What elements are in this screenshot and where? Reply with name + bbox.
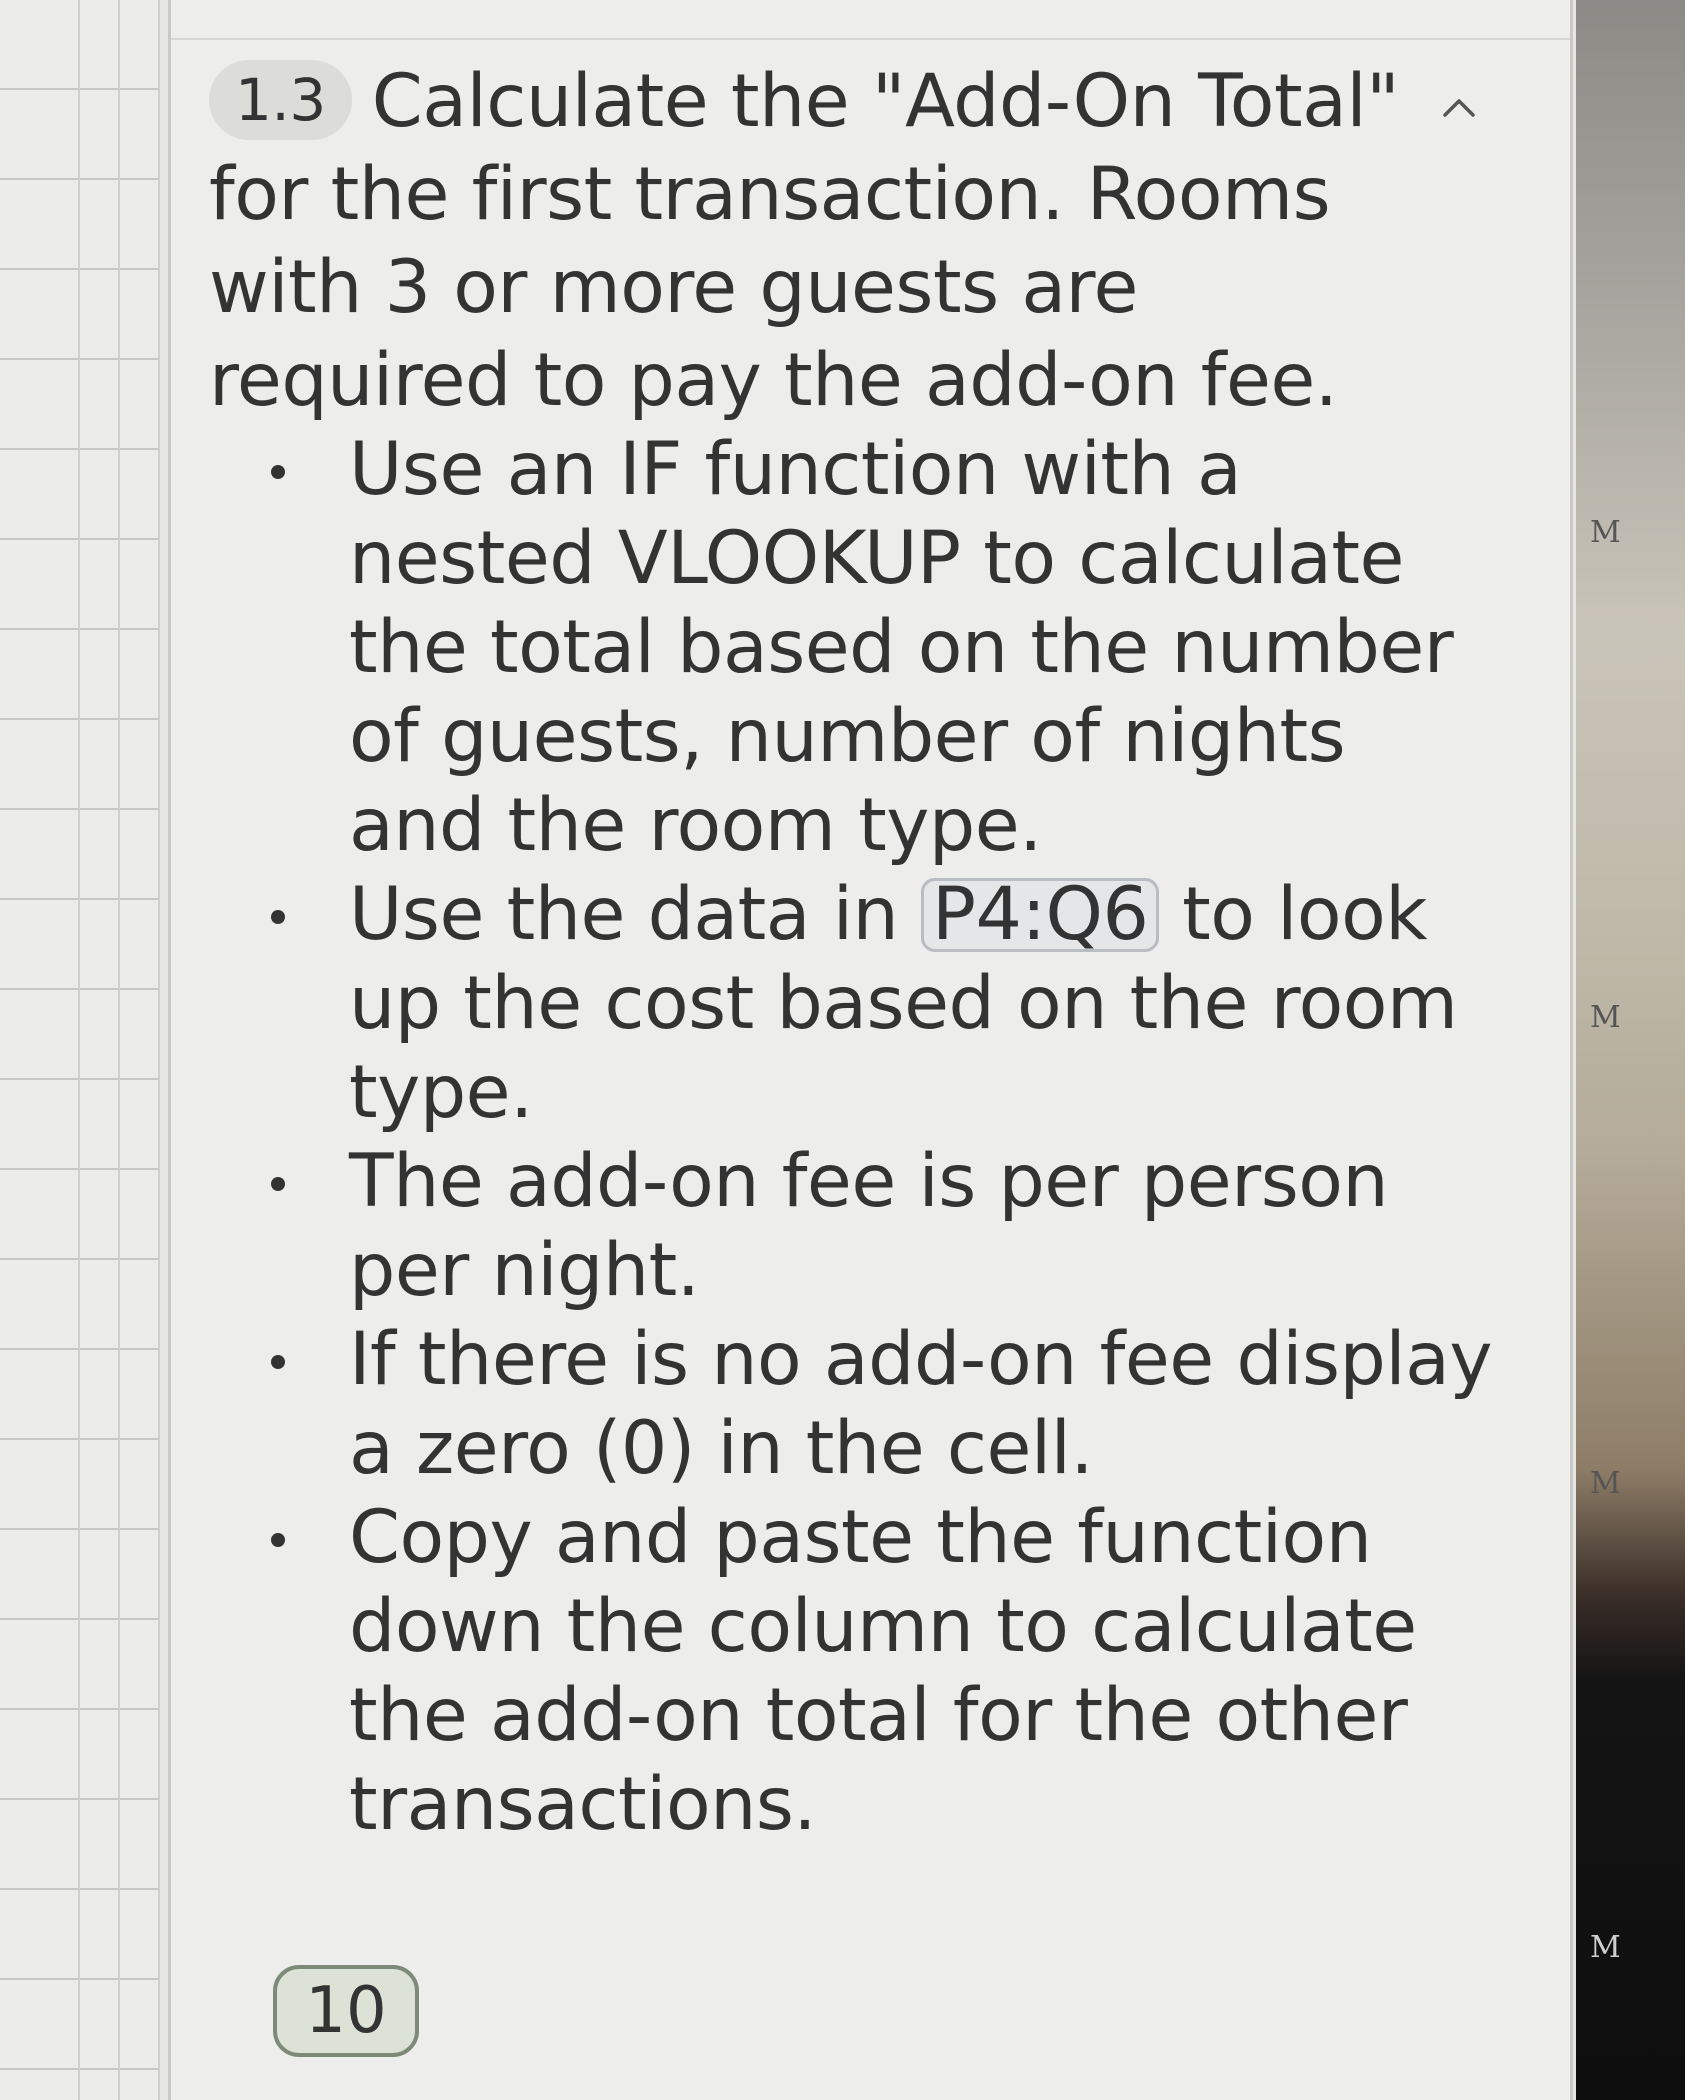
bullet-dot-icon (271, 1533, 285, 1547)
instruction-text-after: to look up the cost based on the room type. (349, 872, 1458, 1135)
instruction-item (259, 1137, 1499, 1315)
edge-label: M (1590, 1000, 1621, 1035)
bullet-dot-icon (271, 1177, 285, 1191)
instruction-item (259, 1493, 1499, 1849)
edge-label: M (1590, 1930, 1621, 1965)
bullet-dot-icon (271, 1355, 285, 1369)
bullet-dot-icon (271, 465, 285, 479)
points-badge: 10 (273, 1965, 419, 2057)
edge-label: M (1590, 515, 1621, 550)
spreadsheet-grid-background (0, 0, 160, 2100)
instruction-text-before: Use the data in (349, 872, 921, 957)
instruction-text: The add-on fee is per person per night. (349, 1139, 1389, 1313)
instruction-text: Use an IF function with a nested VLOOKUP to calculate the total based on the number of guests, number of nights and the room type. (349, 427, 1454, 868)
chevron-up-icon (1439, 95, 1479, 119)
instruction-text: If there is no add-on fee display a zero (0) in the cell. (349, 1317, 1493, 1491)
task-description: Calculate the "Add-On Total" for the first transaction. Rooms with 3 or more guests are required to pay the add-on fee. (209, 59, 1400, 423)
panel-divider (171, 38, 1570, 40)
instruction-item (259, 425, 1499, 870)
instruction-item (259, 870, 1499, 1137)
background-photo-edge (1576, 0, 1685, 2100)
grid-column-line (78, 0, 80, 2100)
edge-label: M (1590, 1466, 1621, 1501)
instructions-panel (168, 0, 1573, 2100)
instruction-text: Copy and paste the function down the column to calculate the add-on total for the other transactions. (349, 1495, 1417, 1847)
task-heading (209, 55, 1439, 427)
bullet-dot-icon (271, 910, 285, 924)
grid-column-line (118, 0, 120, 2100)
cell-range-reference[interactable]: P4:Q6 (921, 878, 1159, 952)
instruction-item (259, 1315, 1499, 1493)
instruction-list (259, 425, 1499, 1849)
task-number-badge: 1.3 (209, 60, 352, 140)
